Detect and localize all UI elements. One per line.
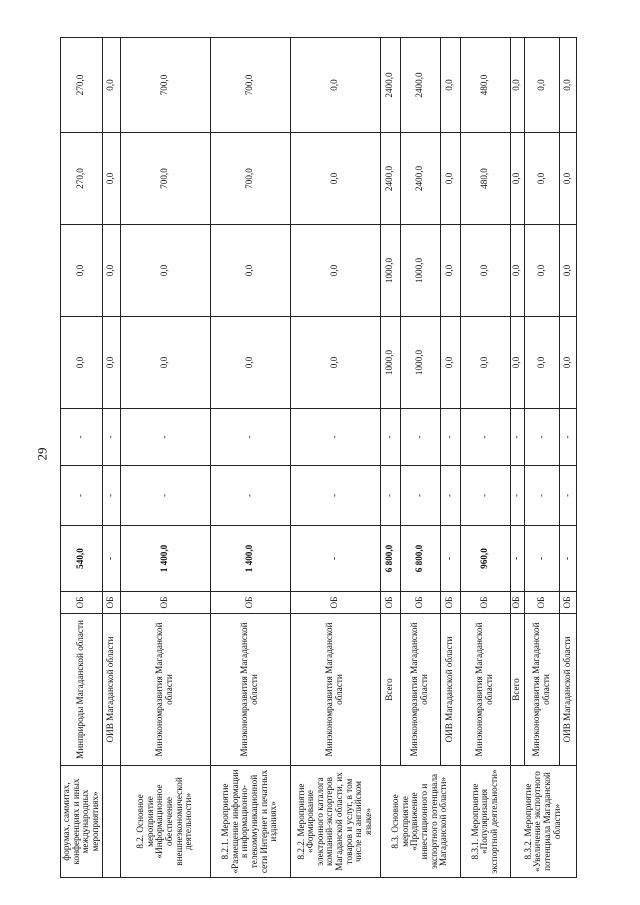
year-cell: -: [102, 409, 120, 466]
year-cell: 0,0: [559, 225, 576, 317]
year-cell: 0,0: [290, 317, 380, 409]
executor-cell: Минэкономразвития Магаданской области: [120, 614, 210, 766]
year-cell: -: [380, 466, 400, 526]
year-cell: 0,0: [559, 317, 576, 409]
page-number: 29: [34, 447, 50, 461]
total-cell: 6 800,0: [380, 526, 400, 592]
year-cell: 0,0: [510, 38, 524, 133]
year-cell: 1000,0: [380, 225, 400, 317]
year-cell: 0,0: [510, 317, 524, 409]
year-cell: 0,0: [440, 133, 460, 225]
table-row: [380, 38, 400, 878]
year-cell: -: [524, 466, 559, 526]
year-cell: 0,0: [290, 225, 380, 317]
year-cell: 0,0: [559, 133, 576, 225]
year-cell: 0,0: [510, 225, 524, 317]
year-cell: 0,0: [210, 225, 290, 317]
year-cell: -: [102, 466, 120, 526]
source-cell: ОБ: [61, 592, 103, 614]
executor-cell: Минэкономразвития Магаданской области: [290, 614, 380, 766]
year-cell: 0,0: [210, 317, 290, 409]
source-cell: ОБ: [380, 592, 400, 614]
source-cell: ОБ: [524, 592, 559, 614]
source-cell: ОБ: [510, 592, 524, 614]
year-cell: 270,0: [61, 133, 103, 225]
table-row: [510, 38, 524, 878]
activity-cell: форумах, саммитах, конференциях и иных международных мероприятиях»: [61, 766, 103, 878]
activity-cell: 8.3.1. Мероприятие «Популяризация экспортной деятельности»: [460, 766, 510, 878]
year-cell: -: [510, 409, 524, 466]
year-cell: -: [61, 409, 103, 466]
year-cell: -: [120, 466, 210, 526]
year-cell: 1000,0: [380, 317, 400, 409]
year-cell: 480,0: [460, 38, 510, 133]
year-cell: 0,0: [61, 225, 103, 317]
source-cell: ОБ: [120, 592, 210, 614]
year-cell: 0,0: [440, 317, 460, 409]
year-cell: 700,0: [120, 133, 210, 225]
year-cell: 0,0: [524, 133, 559, 225]
year-cell: -: [440, 466, 460, 526]
budget-table: [60, 37, 577, 878]
year-cell: -: [290, 466, 380, 526]
year-cell: 0,0: [61, 317, 103, 409]
table-row: [61, 38, 103, 878]
table-row: [210, 38, 290, 878]
year-cell: -: [210, 466, 290, 526]
table-row: [559, 38, 576, 878]
activity-cell: 8.3. Основное мероприятие «Продвижение инвестиционного и экспортного потенциала Магаданской области»: [380, 766, 460, 878]
year-cell: -: [440, 409, 460, 466]
total-cell: -: [559, 526, 576, 592]
year-cell: 0,0: [460, 225, 510, 317]
year-cell: -: [290, 409, 380, 466]
total-cell: 1 400,0: [120, 526, 210, 592]
table-row: [440, 38, 460, 878]
source-cell: ОБ: [102, 592, 120, 614]
year-cell: 700,0: [120, 38, 210, 133]
executor-cell: ОИВ Магаданской области: [440, 614, 460, 766]
year-cell: -: [210, 409, 290, 466]
activity-cell: 8.3.2. Мероприятие «Увеличение экспортного потенциала Магаданской области»: [510, 766, 576, 878]
year-cell: 2400,0: [380, 38, 400, 133]
year-cell: 0,0: [120, 225, 210, 317]
total-cell: -: [102, 526, 120, 592]
source-cell: ОБ: [290, 592, 380, 614]
total-cell: 6 800,0: [400, 526, 440, 592]
executor-cell: Минэкономразвития Магаданской области: [524, 614, 559, 766]
year-cell: -: [510, 466, 524, 526]
year-cell: 0,0: [290, 133, 380, 225]
year-cell: 270,0: [61, 38, 103, 133]
year-cell: 0,0: [524, 317, 559, 409]
year-cell: -: [400, 466, 440, 526]
year-cell: 1000,0: [400, 317, 440, 409]
total-cell: -: [440, 526, 460, 592]
total-cell: -: [510, 526, 524, 592]
activity-cell: 8.2.2. Мероприятие «Формирование электронного каталога компаний-экспортеров Магаданской области, их товаров и услуг, в том числе на английском языке»: [290, 766, 380, 878]
year-cell: -: [524, 409, 559, 466]
year-cell: -: [380, 409, 400, 466]
year-cell: 700,0: [210, 133, 290, 225]
source-cell: ОБ: [440, 592, 460, 614]
year-cell: 2400,0: [400, 38, 440, 133]
executor-cell: Минэкономразвития Магаданской области: [210, 614, 290, 766]
activity-cell: 8.2.1. Мероприятие «Размещение информации в информационно-телекоммуникационной сети Интернет и печатных изданиях»: [210, 766, 290, 878]
table-viewport: [60, 38, 572, 878]
year-cell: -: [400, 409, 440, 466]
source-cell: ОБ: [400, 592, 440, 614]
year-cell: 0,0: [460, 317, 510, 409]
executor-cell: Минэкономразвития Магаданской области: [400, 614, 440, 766]
total-cell: 1 400,0: [210, 526, 290, 592]
year-cell: -: [559, 466, 576, 526]
year-cell: 0,0: [102, 317, 120, 409]
table-row: [120, 38, 210, 878]
year-cell: -: [559, 409, 576, 466]
year-cell: 0,0: [120, 317, 210, 409]
total-cell: 960,0: [460, 526, 510, 592]
total-cell: -: [524, 526, 559, 592]
year-cell: 700,0: [210, 38, 290, 133]
source-cell: ОБ: [210, 592, 290, 614]
table-row: [102, 38, 120, 878]
year-cell: 1000,0: [400, 225, 440, 317]
executor-cell: Минэкономразвития Магаданской области: [460, 614, 510, 766]
year-cell: 2400,0: [400, 133, 440, 225]
year-cell: -: [460, 409, 510, 466]
executor-cell: Всего: [380, 614, 400, 766]
rotated-table-container: [60, 38, 572, 878]
activity-cell: [102, 766, 120, 878]
executor-cell: ОИВ Магаданской области: [559, 614, 576, 766]
executor-cell: Минприроды Магаданской области: [61, 614, 103, 766]
year-cell: 0,0: [102, 133, 120, 225]
executor-cell: Всего: [510, 614, 524, 766]
table-row: [290, 38, 380, 878]
year-cell: 0,0: [510, 133, 524, 225]
year-cell: 0,0: [559, 38, 576, 133]
year-cell: -: [460, 466, 510, 526]
year-cell: 0,0: [440, 225, 460, 317]
source-cell: ОБ: [460, 592, 510, 614]
year-cell: 0,0: [102, 225, 120, 317]
year-cell: 2400,0: [380, 133, 400, 225]
year-cell: -: [61, 466, 103, 526]
year-cell: 0,0: [440, 38, 460, 133]
executor-cell: ОИВ Магаданской области: [102, 614, 120, 766]
year-cell: 0,0: [290, 38, 380, 133]
table-row: [400, 38, 440, 878]
table-row: [460, 38, 510, 878]
total-cell: -: [290, 526, 380, 592]
year-cell: -: [120, 409, 210, 466]
source-cell: ОБ: [559, 592, 576, 614]
year-cell: 480,0: [460, 133, 510, 225]
year-cell: 0,0: [524, 38, 559, 133]
table-row: [524, 38, 559, 878]
year-cell: 0,0: [524, 225, 559, 317]
year-cell: 0,0: [102, 38, 120, 133]
total-cell: 540,0: [61, 526, 103, 592]
activity-cell: 8.2. Основное мероприятие «Информационное обеспечение внешнеэкономической деятельности»: [120, 766, 210, 878]
